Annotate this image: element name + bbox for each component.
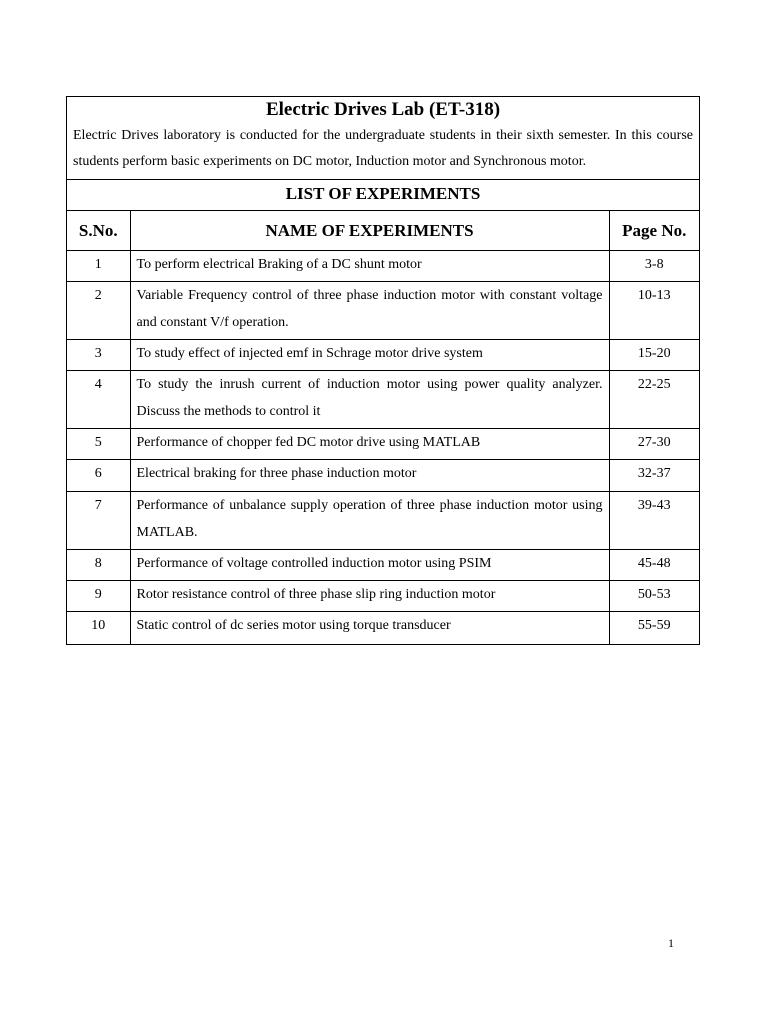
cell-sno: 4 [67,371,130,429]
cell-page-number: 27-30 [609,429,699,460]
cell-experiment-name: Static control of dc series motor using torque transducer [130,612,609,644]
table-row [67,550,699,581]
header-block [67,97,699,180]
experiments-table [67,210,699,644]
cell-sno: 9 [67,581,130,612]
cell-sno: 2 [67,282,130,340]
cell-sno: 7 [67,492,130,550]
table-header-row [67,211,699,251]
table-row [67,460,699,492]
page-number: 1 [668,936,674,950]
cell-sno: 1 [67,251,130,282]
cell-page-number: 39-43 [609,492,699,550]
table-row [67,340,699,371]
cell-sno: 8 [67,550,130,581]
table-row [67,429,699,460]
column-header-name: NAME OF EXPERIMENTS [130,211,609,251]
column-header-page: Page No. [609,211,699,251]
table-row [67,492,699,550]
table-row [67,371,699,429]
cell-experiment-name: To study the inrush current of induction motor using power quality analyzer. Discuss the methods to control it [130,371,609,429]
column-header-sno: S.No. [67,211,130,251]
cell-sno: 3 [67,340,130,371]
list-heading: LIST OF EXPERIMENTS [285,184,481,203]
cell-sno: 10 [67,612,130,644]
cell-experiment-name: To study effect of injected emf in Schrage motor drive system [130,340,609,371]
cell-sno: 6 [67,460,130,492]
cell-page-number: 45-48 [609,550,699,581]
cell-experiment-name: Variable Frequency control of three phase induction motor with constant voltage and constant V/f operation. [130,282,609,340]
cell-page-number: 55-59 [609,612,699,644]
cell-experiment-name: Performance of unbalance supply operation of three phase induction motor using MATLAB. [130,492,609,550]
cell-page-number: 3-8 [609,251,699,282]
cell-experiment-name: Performance of voltage controlled induction motor using PSIM [130,550,609,581]
document-title: Electric Drives Lab (ET-318) [265,99,501,120]
cell-experiment-name: To perform electrical Braking of a DC shunt motor [130,251,609,282]
intro-paragraph: Electric Drives laboratory is conducted for the undergraduate students in their sixth semester. In this course students perform basic experiments on DC motor, Induction motor and Synchronous motor. [73,128,693,169]
cell-page-number: 50-53 [609,581,699,612]
cell-page-number: 22-25 [609,371,699,429]
cell-page-number: 10-13 [609,282,699,340]
cell-page-number: 32-37 [609,460,699,492]
table-row [67,282,699,340]
table-row [67,581,699,612]
table-row [67,251,699,282]
cell-page-number: 15-20 [609,340,699,371]
cell-sno: 5 [67,429,130,460]
lab-document-frame [66,96,700,645]
cell-experiment-name: Rotor resistance control of three phase slip ring induction motor [130,581,609,612]
experiments-body [67,251,699,644]
cell-experiment-name: Electrical braking for three phase induction motor [130,460,609,492]
table-row [67,612,699,644]
cell-experiment-name: Performance of chopper fed DC motor drive using MATLAB [130,429,609,460]
